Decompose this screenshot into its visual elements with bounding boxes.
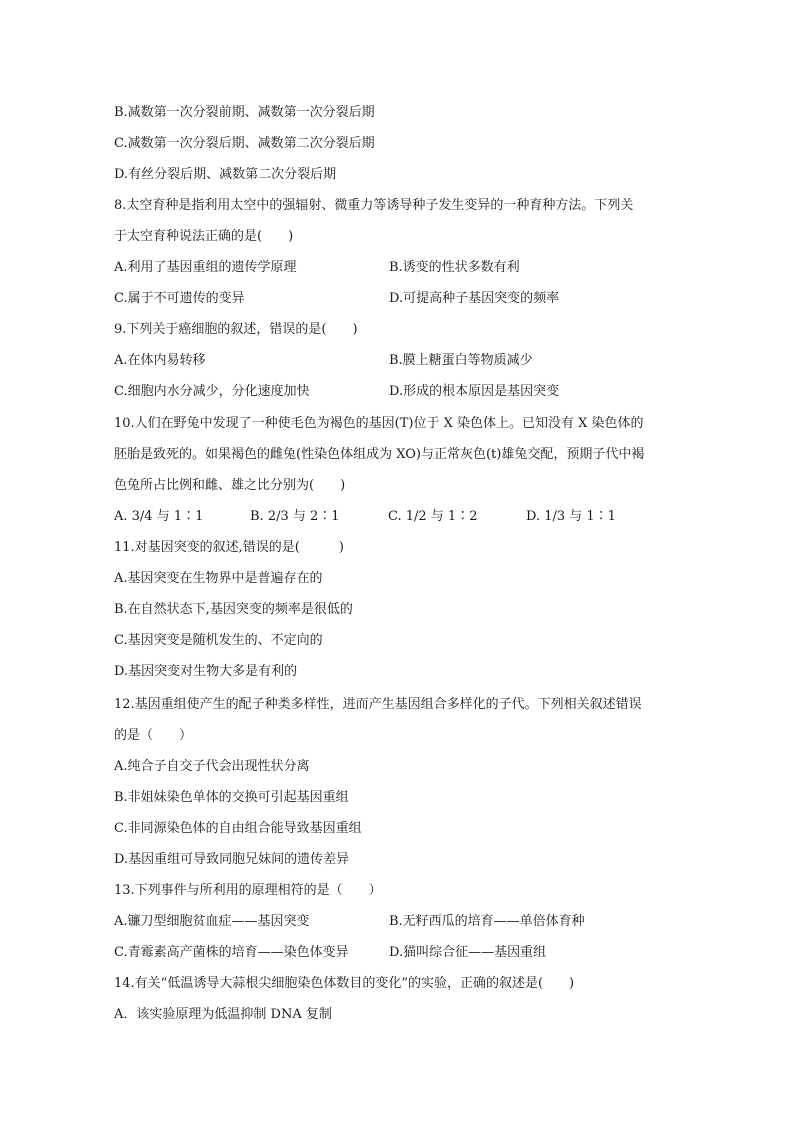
q10-stem-line-2: 胚胎是致死的。如果褐色的雌兔(性染色体组成为 XO)与正常灰色(t)雄兔交配，预期子代中褐: [114, 447, 645, 462]
q8-option-d: D.可提高种子基因突变的频率: [389, 291, 560, 306]
q13-option-a: A.镰刀型细胞贫血症——基因突变: [114, 914, 310, 929]
q9-option-c: C.细胞内水分减少，分化速度加快: [114, 384, 310, 399]
q11-option-b: B.在自然状态下,基因突变的频率是很低的: [114, 602, 353, 617]
q14-option-a: A．该实验原理为低温抑制 DNA 复制: [114, 1007, 332, 1022]
q10-stem-line-3: 色兔所占比例和雌、雄之比分别为( ): [114, 478, 346, 493]
q13-stem: 13.下列事件与所利用的原理相符的是（ ）: [114, 883, 382, 898]
q10-option-a: A. 3/4 与 1∶1: [114, 509, 204, 524]
q8-option-a: A.利用了基因重组的遗传学原理: [114, 260, 297, 275]
q12-option-d: D.基因重组可导致同胞兄妹间的遗传差异: [114, 852, 350, 867]
q11-option-a: A.基因突变在生物界中是普遍存在的: [114, 571, 323, 586]
q13-option-c: C.青霉素高产菌株的培育——染色体变异: [114, 945, 349, 960]
q8-stem-line-2: 于太空育种说法正确的是( ): [114, 229, 294, 244]
q12-option-c: C.非同源染色体的自由组合能导致基因重组: [114, 821, 362, 836]
q9-option-a: A.在体内易转移: [114, 353, 206, 368]
q11-option-d: D.基因突变对生物大多是有利的: [114, 664, 298, 679]
q12-option-b: B.非姐妹染色单体的交换可引起基因重组: [114, 790, 349, 805]
q13-option-d: D.猫叫综合征——基因重组: [389, 945, 547, 960]
q10-stem-line-1: 10.人们在野兔中发现了一种使毛色为褐色的基因(T)位于 X 染色体上。已知没有 X 染色体的: [114, 416, 644, 431]
q7-option-c: C.减数第一次分裂后期、减数第二次分裂后期: [114, 136, 375, 151]
q13-option-b: B.无籽西瓜的培育——单倍体育种: [389, 914, 585, 929]
q10-option-c: C. 1/2 与 1∶2: [388, 509, 478, 524]
q9-stem: 9.下列关于癌细胞的叙述，错误的是( ): [114, 322, 358, 337]
q11-option-c: C.基因突变是随机发生的、不定向的: [114, 633, 323, 648]
q9-option-b: B.膜上糖蛋白等物质减少: [389, 353, 533, 368]
q8-option-c: C.属于不可遗传的变异: [114, 291, 245, 306]
q10-option-d: D. 1/3 与 1∶1: [526, 509, 616, 524]
q11-stem: 11.对基因突变的叙述,错误的是( ): [114, 540, 344, 555]
q12-stem-line-1: 12.基因重组使产生的配子种类多样性，进而产生基因组合多样化的子代。下列相关叙述错误: [114, 697, 642, 712]
q7-option-b: B.减数第一次分裂前期、减数第一次分裂后期: [114, 105, 375, 120]
q8-option-b: B.诱变的性状多数有利: [389, 260, 520, 275]
q7-option-d: D.有丝分裂后期、减数第二次分裂后期: [114, 167, 337, 182]
q8-stem-line-1: 8.太空育种是指利用太空中的强辐射、微重力等诱导种子发生变异的一种育种方法。下列关: [114, 198, 634, 213]
q9-option-d: D.形成的根本原因是基因突变: [389, 384, 560, 399]
q14-stem: 14.有关“低温诱导大蒜根尖细胞染色体数目的变化”的实验，正确的叙述是( ): [114, 976, 575, 991]
q12-option-a: A.纯合子自交子代会出现性状分离: [114, 759, 310, 774]
q10-option-b: B. 2/3 与 2∶1: [250, 509, 340, 524]
q12-stem-line-2: 的是（ ）: [114, 728, 193, 743]
